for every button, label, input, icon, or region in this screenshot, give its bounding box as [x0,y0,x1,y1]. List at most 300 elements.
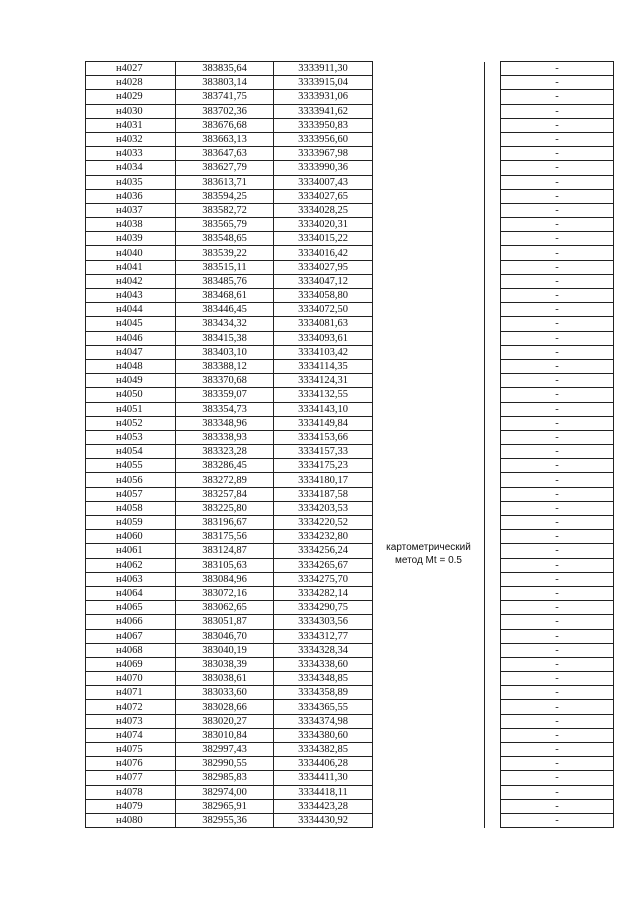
dash-cell: - [501,260,614,274]
table-row [86,743,614,757]
table-row [86,104,614,118]
table-row [86,76,614,90]
table-row [86,402,614,416]
dash-cell: - [501,700,614,714]
gap-cell [485,501,501,515]
gap-cell [485,161,501,175]
gap-cell [485,743,501,757]
gap-cell [485,246,501,260]
method-cell [373,303,485,317]
method-cell [373,785,485,799]
table-row [86,388,614,402]
point-name-cell: н4053 [86,430,176,444]
method-cell [373,473,485,487]
point-name-cell: н4058 [86,501,176,515]
coordinates-table-body [86,62,614,828]
gap-cell [485,530,501,544]
point-name-cell: н4059 [86,516,176,530]
table-row [86,501,614,515]
point-name-cell: н4066 [86,615,176,629]
x-coordinate-cell: 383565,79 [176,218,274,232]
x-coordinate-cell: 383835,64 [176,62,274,76]
y-coordinate-cell: 3334256,24 [274,544,373,558]
y-coordinate-cell: 3334312,77 [274,629,373,643]
y-coordinate-cell: 3334027,95 [274,260,373,274]
dash-cell: - [501,743,614,757]
method-cell [373,516,485,530]
method-cell [373,743,485,757]
table-row [86,416,614,430]
y-coordinate-cell: 3334220,52 [274,516,373,530]
gap-cell [485,76,501,90]
table-row [86,657,614,671]
dash-cell: - [501,629,614,643]
coordinates-table-wrapper [85,61,608,828]
gap-cell [485,359,501,373]
y-coordinate-cell: 3334157,33 [274,445,373,459]
method-cell [373,643,485,657]
table-row [86,771,614,785]
method-cell [373,232,485,246]
y-coordinate-cell: 3334153,66 [274,430,373,444]
dash-cell: - [501,686,614,700]
table-row [86,175,614,189]
table-row [86,203,614,217]
gap-cell [485,771,501,785]
method-cell [373,430,485,444]
x-coordinate-cell: 383028,66 [176,700,274,714]
gap-cell [485,203,501,217]
dash-cell: - [501,118,614,132]
gap-cell [485,175,501,189]
y-coordinate-cell: 3334175,23 [274,459,373,473]
x-coordinate-cell: 383175,56 [176,530,274,544]
y-coordinate-cell: 3334423,28 [274,799,373,813]
dash-cell: - [501,799,614,813]
dash-cell: - [501,218,614,232]
gap-cell [485,813,501,827]
table-row [86,246,614,260]
gap-cell [485,374,501,388]
method-line-2: метод Mt = 0.5 [395,555,462,566]
table-row [86,374,614,388]
table-row [86,62,614,76]
dash-cell: - [501,487,614,501]
y-coordinate-cell: 3334020,31 [274,218,373,232]
x-coordinate-cell: 383434,32 [176,317,274,331]
x-coordinate-cell: 383359,07 [176,388,274,402]
x-coordinate-cell: 383338,93 [176,430,274,444]
gap-cell [485,785,501,799]
x-coordinate-cell: 382985,83 [176,771,274,785]
point-name-cell: н4028 [86,76,176,90]
gap-cell [485,586,501,600]
y-coordinate-cell: 3334374,98 [274,714,373,728]
table-row [86,686,614,700]
y-coordinate-cell: 3334072,50 [274,303,373,317]
method-cell [373,629,485,643]
method-cell [373,104,485,118]
y-coordinate-cell: 3334114,35 [274,359,373,373]
method-cell [373,331,485,345]
method-cell [373,317,485,331]
point-name-cell: н4064 [86,586,176,600]
x-coordinate-cell: 383468,61 [176,289,274,303]
table-row [86,813,614,827]
x-coordinate-cell: 383515,11 [176,260,274,274]
method-cell [373,459,485,473]
y-coordinate-cell: 3334149,84 [274,416,373,430]
table-row [86,572,614,586]
table-row [86,672,614,686]
dash-cell: - [501,331,614,345]
x-coordinate-cell: 383446,45 [176,303,274,317]
method-cell [373,728,485,742]
table-row [86,232,614,246]
gap-cell [485,388,501,402]
y-coordinate-cell: 3334007,43 [274,175,373,189]
point-name-cell: н4071 [86,686,176,700]
gap-cell [485,487,501,501]
x-coordinate-cell: 383033,60 [176,686,274,700]
point-name-cell: н4035 [86,175,176,189]
point-name-cell: н4056 [86,473,176,487]
point-name-cell: н4067 [86,629,176,643]
gap-cell [485,672,501,686]
point-name-cell: н4055 [86,459,176,473]
point-name-cell: н4060 [86,530,176,544]
gap-cell [485,445,501,459]
x-coordinate-cell: 383647,63 [176,147,274,161]
point-name-cell: н4049 [86,374,176,388]
dash-cell: - [501,76,614,90]
gap-cell [485,118,501,132]
y-coordinate-cell: 3334430,92 [274,813,373,827]
gap-cell [485,132,501,146]
y-coordinate-cell: 3334203,53 [274,501,373,515]
y-coordinate-cell: 3334081,63 [274,317,373,331]
table-row [86,586,614,600]
dash-cell: - [501,203,614,217]
dash-cell: - [501,132,614,146]
point-name-cell: н4078 [86,785,176,799]
dash-cell: - [501,672,614,686]
method-cell [373,388,485,402]
gap-cell [485,558,501,572]
gap-cell [485,345,501,359]
table-row [86,700,614,714]
y-coordinate-cell: 3333967,98 [274,147,373,161]
table-row [86,516,614,530]
y-coordinate-cell: 3334282,14 [274,586,373,600]
dash-cell: - [501,359,614,373]
gap-cell [485,147,501,161]
x-coordinate-cell: 383010,84 [176,728,274,742]
x-coordinate-cell: 383040,19 [176,643,274,657]
y-coordinate-cell: 3334028,25 [274,203,373,217]
x-coordinate-cell: 383196,67 [176,516,274,530]
method-cell [373,686,485,700]
dash-cell: - [501,161,614,175]
dash-cell: - [501,657,614,671]
point-name-cell: н4068 [86,643,176,657]
method-cell [373,161,485,175]
gap-cell [485,289,501,303]
y-coordinate-cell: 3334328,34 [274,643,373,657]
point-name-cell: н4076 [86,757,176,771]
dash-cell: - [501,473,614,487]
point-name-cell: н4057 [86,487,176,501]
gap-cell [485,473,501,487]
x-coordinate-cell: 382974,00 [176,785,274,799]
point-name-cell: н4031 [86,118,176,132]
x-coordinate-cell: 383038,39 [176,657,274,671]
x-coordinate-cell: 383548,65 [176,232,274,246]
point-name-cell: н4039 [86,232,176,246]
method-cell [373,203,485,217]
y-coordinate-cell: 3333990,36 [274,161,373,175]
point-name-cell: н4032 [86,132,176,146]
x-coordinate-cell: 383663,13 [176,132,274,146]
x-coordinate-cell: 383105,63 [176,558,274,572]
point-name-cell: н4051 [86,402,176,416]
method-cell [373,62,485,76]
method-cell [373,572,485,586]
dash-cell: - [501,345,614,359]
gap-cell [485,657,501,671]
gap-cell [485,274,501,288]
method-cell [373,90,485,104]
dash-cell: - [501,544,614,558]
point-name-cell: н4029 [86,90,176,104]
gap-cell [485,700,501,714]
x-coordinate-cell: 383020,27 [176,714,274,728]
x-coordinate-cell: 383582,72 [176,203,274,217]
point-name-cell: н4063 [86,572,176,586]
table-row [86,359,614,373]
table-row [86,544,614,558]
table-row [86,530,614,544]
point-name-cell: н4040 [86,246,176,260]
x-coordinate-cell: 383702,36 [176,104,274,118]
y-coordinate-cell: 3333956,60 [274,132,373,146]
dash-cell: - [501,104,614,118]
gap-cell [485,601,501,615]
gap-cell [485,459,501,473]
table-row [86,118,614,132]
method-cell [373,175,485,189]
point-name-cell: н4072 [86,700,176,714]
y-coordinate-cell: 3334365,55 [274,700,373,714]
point-name-cell: н4069 [86,657,176,671]
y-coordinate-cell: 3334275,70 [274,572,373,586]
x-coordinate-cell: 382965,91 [176,799,274,813]
table-row [86,799,614,813]
x-coordinate-cell: 383415,38 [176,331,274,345]
point-name-cell: н4047 [86,345,176,359]
x-coordinate-cell: 383038,61 [176,672,274,686]
y-coordinate-cell: 3334180,17 [274,473,373,487]
point-name-cell: н4036 [86,189,176,203]
table-row [86,274,614,288]
method-cell [373,246,485,260]
gap-cell [485,430,501,444]
point-name-cell: н4041 [86,260,176,274]
x-coordinate-cell: 382997,43 [176,743,274,757]
x-coordinate-cell: 383354,73 [176,402,274,416]
dash-cell: - [501,189,614,203]
method-cell [373,147,485,161]
gap-cell [485,728,501,742]
table-row [86,303,614,317]
dash-cell: - [501,232,614,246]
dash-cell: - [501,586,614,600]
y-coordinate-cell: 3333911,30 [274,62,373,76]
table-row [86,643,614,657]
dash-cell: - [501,374,614,388]
y-coordinate-cell: 3334015,22 [274,232,373,246]
y-coordinate-cell: 3334358,89 [274,686,373,700]
gap-cell [485,615,501,629]
x-coordinate-cell: 383403,10 [176,345,274,359]
x-coordinate-cell: 383741,75 [176,90,274,104]
dash-cell: - [501,402,614,416]
x-coordinate-cell: 383272,89 [176,473,274,487]
dash-cell: - [501,289,614,303]
method-cell [373,76,485,90]
y-coordinate-cell: 3333915,04 [274,76,373,90]
point-name-cell: н4070 [86,672,176,686]
dash-cell: - [501,601,614,615]
x-coordinate-cell: 383072,16 [176,586,274,600]
x-coordinate-cell: 383062,65 [176,601,274,615]
y-coordinate-cell: 3334232,80 [274,530,373,544]
x-coordinate-cell: 383286,45 [176,459,274,473]
y-coordinate-cell: 3334338,60 [274,657,373,671]
x-coordinate-cell: 383257,84 [176,487,274,501]
point-name-cell: н4038 [86,218,176,232]
method-cell [373,487,485,501]
point-name-cell: н4074 [86,728,176,742]
table-row [86,132,614,146]
gap-cell [485,629,501,643]
dash-cell: - [501,445,614,459]
point-name-cell: н4033 [86,147,176,161]
method-cell [373,274,485,288]
point-name-cell: н4054 [86,445,176,459]
dash-cell: - [501,90,614,104]
point-name-cell: н4061 [86,544,176,558]
method-cell [373,289,485,303]
method-cell [373,260,485,274]
method-cell [373,700,485,714]
method-cell [373,374,485,388]
x-coordinate-cell: 383084,96 [176,572,274,586]
dash-cell: - [501,714,614,728]
point-name-cell: н4080 [86,813,176,827]
point-name-cell: н4079 [86,799,176,813]
method-cell [373,402,485,416]
x-coordinate-cell: 383594,25 [176,189,274,203]
method-cell [373,345,485,359]
dash-cell: - [501,643,614,657]
method-cell [373,771,485,785]
table-row [86,430,614,444]
table-row [86,601,614,615]
point-name-cell: н4077 [86,771,176,785]
y-coordinate-cell: 3334132,55 [274,388,373,402]
dash-cell: - [501,459,614,473]
method-cell [373,799,485,813]
table-row [86,785,614,799]
method-cell [373,118,485,132]
dash-cell: - [501,388,614,402]
point-name-cell: н4050 [86,388,176,402]
table-row [86,615,614,629]
dash-cell: - [501,317,614,331]
y-coordinate-cell: 3333941,62 [274,104,373,118]
dash-cell: - [501,175,614,189]
dash-cell: - [501,416,614,430]
dash-cell: - [501,785,614,799]
y-coordinate-cell: 3334093,61 [274,331,373,345]
y-coordinate-cell: 3334187,58 [274,487,373,501]
y-coordinate-cell: 3334406,28 [274,757,373,771]
table-row [86,714,614,728]
method-cell [373,359,485,373]
x-coordinate-cell: 383370,68 [176,374,274,388]
gap-cell [485,402,501,416]
gap-cell [485,218,501,232]
x-coordinate-cell: 383046,70 [176,629,274,643]
method-note [371,541,486,567]
x-coordinate-cell: 383613,71 [176,175,274,189]
x-coordinate-cell: 383627,79 [176,161,274,175]
method-cell [373,586,485,600]
table-row [86,317,614,331]
method-cell [373,189,485,203]
method-cell [373,501,485,515]
gap-cell [485,331,501,345]
gap-cell [485,799,501,813]
table-row [86,757,614,771]
table-row [86,90,614,104]
y-coordinate-cell: 3334303,56 [274,615,373,629]
gap-cell [485,572,501,586]
point-name-cell: н4073 [86,714,176,728]
dash-cell: - [501,757,614,771]
y-coordinate-cell: 3334143,10 [274,402,373,416]
table-row [86,445,614,459]
point-name-cell: н4075 [86,743,176,757]
point-name-cell: н4052 [86,416,176,430]
dash-cell: - [501,615,614,629]
y-coordinate-cell: 3334411,30 [274,771,373,785]
gap-cell [485,516,501,530]
method-cell [373,218,485,232]
gap-cell [485,686,501,700]
y-coordinate-cell: 3334058,80 [274,289,373,303]
method-cell [373,657,485,671]
gap-cell [485,260,501,274]
point-name-cell: н4030 [86,104,176,118]
x-coordinate-cell: 382990,55 [176,757,274,771]
y-coordinate-cell: 3334016,42 [274,246,373,260]
gap-cell [485,189,501,203]
x-coordinate-cell: 383124,87 [176,544,274,558]
table-row [86,345,614,359]
x-coordinate-cell: 383676,68 [176,118,274,132]
